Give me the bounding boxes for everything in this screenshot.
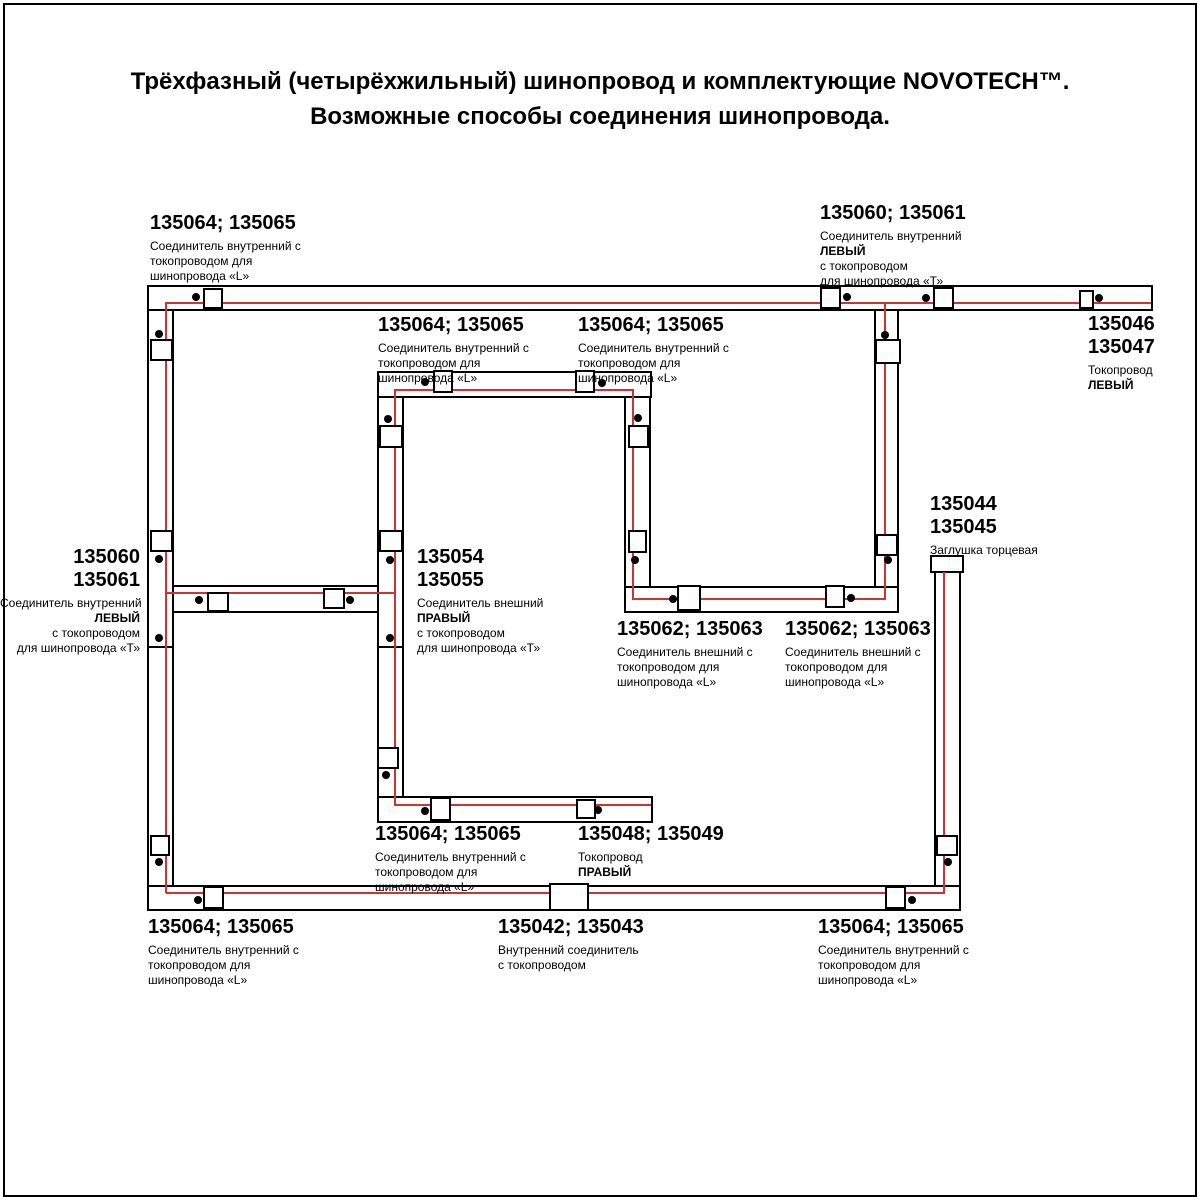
part-label-left-t-connector: 135060 135061 Соединитель внутренний ЛЕВЫЙ с токопроводом для шинопровода «Т» xyxy=(0,546,142,655)
track-inner-right-vertical xyxy=(625,372,650,612)
title-line-1: Трёхфазный (четырёхжильный) шинопровод и комплектующие NOVOTECH™. xyxy=(130,68,1070,95)
part-label-internal-connector: 135042; 135043 Внутренний соединитель с токопроводом xyxy=(498,916,644,972)
part-label-inner-bottom-left: 135064; 135065 Соединитель внутренний с токопроводом для шинопровода «L» xyxy=(375,823,526,894)
connector xyxy=(629,426,648,447)
connector xyxy=(151,340,172,360)
connector xyxy=(151,836,169,855)
part-label-inner-top-left: 135064; 135065 Соединитель внутренний с токопроводом для шинопровода «L» xyxy=(378,314,529,385)
connector xyxy=(821,288,840,308)
connector xyxy=(151,531,172,551)
connector xyxy=(877,535,897,555)
connector xyxy=(934,288,953,308)
connector xyxy=(324,589,344,608)
connector xyxy=(431,798,450,820)
connector xyxy=(876,340,900,363)
track-top-horizontal xyxy=(148,286,1152,310)
connector xyxy=(678,586,700,610)
part-label-left-feed: 135046 135047 Токопровод ЛЕВЫЙ xyxy=(1088,313,1155,392)
track-inner-bottom-horizontal xyxy=(378,797,652,822)
connector xyxy=(937,836,957,855)
connector xyxy=(380,531,402,551)
part-label-right-feed: 135048; 135049 Токопровод ПРАВЫЙ xyxy=(578,823,724,879)
part-label-outer-corner-right: 135062; 135063 Соединитель внешний с токопроводом для шинопровода «L» xyxy=(785,618,931,689)
connector xyxy=(378,748,398,768)
connector-internal xyxy=(550,884,588,910)
connector xyxy=(886,887,905,908)
connector xyxy=(204,887,223,908)
connector xyxy=(204,289,222,308)
end-cap xyxy=(931,556,963,572)
part-label-outer-t-connector: 135054 135055 Соединитель внешний ПРАВЫЙ с токопроводом для шинопровода «Т» xyxy=(417,546,544,655)
part-label-top-t-connector: 135060; 135061 Соединитель внутренний ЛЕВЫЙ с токопроводом для шинопровода «Т» xyxy=(820,202,966,288)
connector xyxy=(577,800,595,818)
part-label-outer-corner-left: 135062; 135063 Соединитель внешний с токопроводом для шинопровода «L» xyxy=(617,618,763,689)
connector xyxy=(380,426,402,447)
part-label-bottom-right: 135064; 135065 Соединитель внутренний с токопроводом для шинопровода «L» xyxy=(818,916,969,987)
connector xyxy=(1080,291,1093,308)
connector xyxy=(826,586,844,607)
part-label-end-cap: 135044 135045 Заглушка торцевая xyxy=(930,493,1038,557)
part-label-inner-top-right: 135064; 135065 Соединитель внутренний с токопроводом для шинопровода «L» xyxy=(578,314,729,385)
title-line-2: Возможные способы соединения шинопровода. xyxy=(310,103,890,130)
connector xyxy=(208,593,228,611)
connector xyxy=(629,531,646,552)
part-label-top-left: 135064; 135065 Соединитель внутренний с токопроводом для шинопровода «L» xyxy=(150,212,301,283)
track-left-vertical xyxy=(148,286,173,910)
part-label-bottom-left: 135064; 135065 Соединитель внутренний с токопроводом для шинопровода «L» xyxy=(148,916,299,987)
